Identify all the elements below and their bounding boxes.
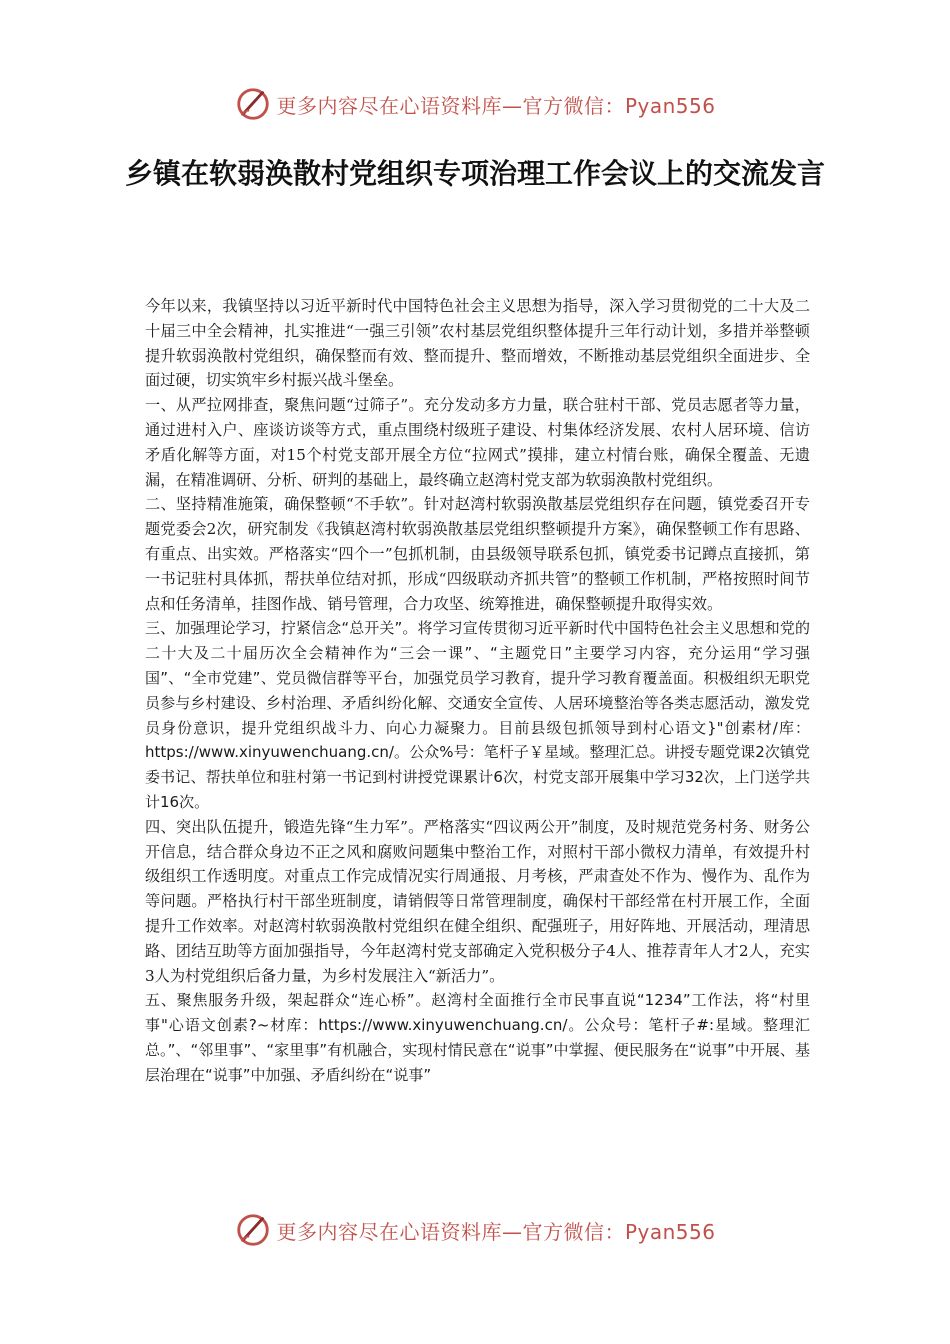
- paragraph-section-1: 一、从严拉网排查，聚焦问题“过筛子”。充分发动多方力量，联合驻村干部、党员志愿者等力量，通过进村入户、座谈访谈等方式，重点围绕村级班子建设、村集体经济发展、农村人居环境、信访矛盾化解等方面，对15个村党支部开展全方位“拉网式”摸排，建立村情台账，确保全覆盖、无遗漏，在精准调研、分析、研判的基础上，最终确立赵湾村党支部为软弱涣散村党组织。: [145, 396, 810, 489]
- banner-text: 更多内容尽在心语资料库—官方微信：Pyan556: [276, 93, 716, 118]
- brush-seal-icon: [234, 85, 272, 123]
- page-title: 乡镇在软弱涣散村党组织专项治理工作会议上的交流发言: [124, 157, 825, 190]
- paragraph-section-3: 三、加强理论学习，拧紧信念“总开关”。将学习宣传贯彻习近平新时代中国特色社会主义思想和党的二十大及二十届历次全会精神作为“三会一课”、“主题党日”主要学习内容，充分运用“学习强国”、“全市党建”、党员微信群等平台，加强党员学习教育，提升学习教育覆盖面。积极组织无职党员参与乡村建设、乡村治理、矛盾纠纷化解、交通安全宣传、人居环境整治等各类志愿活动，激发党员身份意识，提升党组织战斗力、向心力凝聚力。目前县级包抓领导到村心语文}"创素材/库：https://www.xinyuwenchuang.cn/。公众%号：笔杆子￥星域。整理汇总。讲授专题党课2次镇党委书记、帮扶单位和驻村第一书记到村讲授党课累计6次，村党支部开展集中学习32次，上门送学共计16次。: [145, 619, 810, 811]
- brush-seal-icon: [234, 1211, 272, 1249]
- document-body: [145, 294, 810, 1088]
- banner-text: 更多内容尽在心语资料库—官方微信：Pyan556: [276, 1219, 716, 1244]
- paragraph-intro: 今年以来，我镇坚持以习近平新时代中国特色社会主义思想为指导，深入学习贯彻党的二十大及二十届三中全会精神，扎实推进“一强三引领”农村基层党组织整体提升三年行动计划，多措并举整顿提升软弱涣散村党组织，确保整而有效、整而提升、整而增效，不断推动基层党组织全面进步、全面过硬，切实筑牢乡村振兴战斗堡垒。: [145, 297, 810, 390]
- paragraph-section-5: 五、聚焦服务升级，架起群众“连心桥”。赵湾村全面推行全市民事直说“1234”工作法，将“村里事"心语文创素?~材库：https://www.xinyuwenchuang.cn/。公众号：笔杆子#:星域。整理汇总。”、“邻里事”、“家里事”有机融合，实现村情民意在“说事”中掌握、便民服务在“说事”中开展、基层治理在“说事”中加强、矛盾纠纷在“说事”: [145, 991, 810, 1084]
- paragraph-section-2: 二、坚持精准施策，确保整顿“不手软”。针对赵湾村软弱涣散基层党组织存在问题，镇党委召开专题党委会2次，研究制发《我镇赵湾村软弱涣散基层党组织整顿提升方案》，确保整顿工作有思路、有重点、出实效。严格落实“四个一”包抓机制，由县级领导联系包抓，镇党委书记蹲点直接抓，第一书记驻村具体抓，帮扶单位结对抓，形成“四级联动齐抓共管”的整顿工作机制，严格按照时间节点和任务清单，挂图作战、销号管理，合力攻坚、统筹推进，确保整顿提升取得实效。: [145, 495, 810, 613]
- paragraph-section-4: 四、突出队伍提升，锻造先锋“生力军”。严格落实“四议两公开”制度，及时规范党务村务、财务公开信息，结合群众身边不正之风和腐败问题集中整治工作，对照村干部小微权力清单，有效提升村级组织工作透明度。对重点工作完成情况实行周通报、月考核，严肃查处不作为、慢作为、乱作为等问题。严格执行村干部坐班制度，请销假等日常管理制度，确保村干部经常在村开展工作，全面提升工作效率。对赵湾村软弱涣散村党组织在健全组织、配强班子，用好阵地、开展活动，理清思路、团结互助等方面加强指导，今年赵湾村党支部确定入党积极分子4人、推荐青年人才2人，充实3人为村党组织后备力量，为乡村发展注入“新活力”。: [145, 817, 810, 985]
- header-banner: [0, 82, 950, 126]
- footer-banner: [0, 1208, 950, 1252]
